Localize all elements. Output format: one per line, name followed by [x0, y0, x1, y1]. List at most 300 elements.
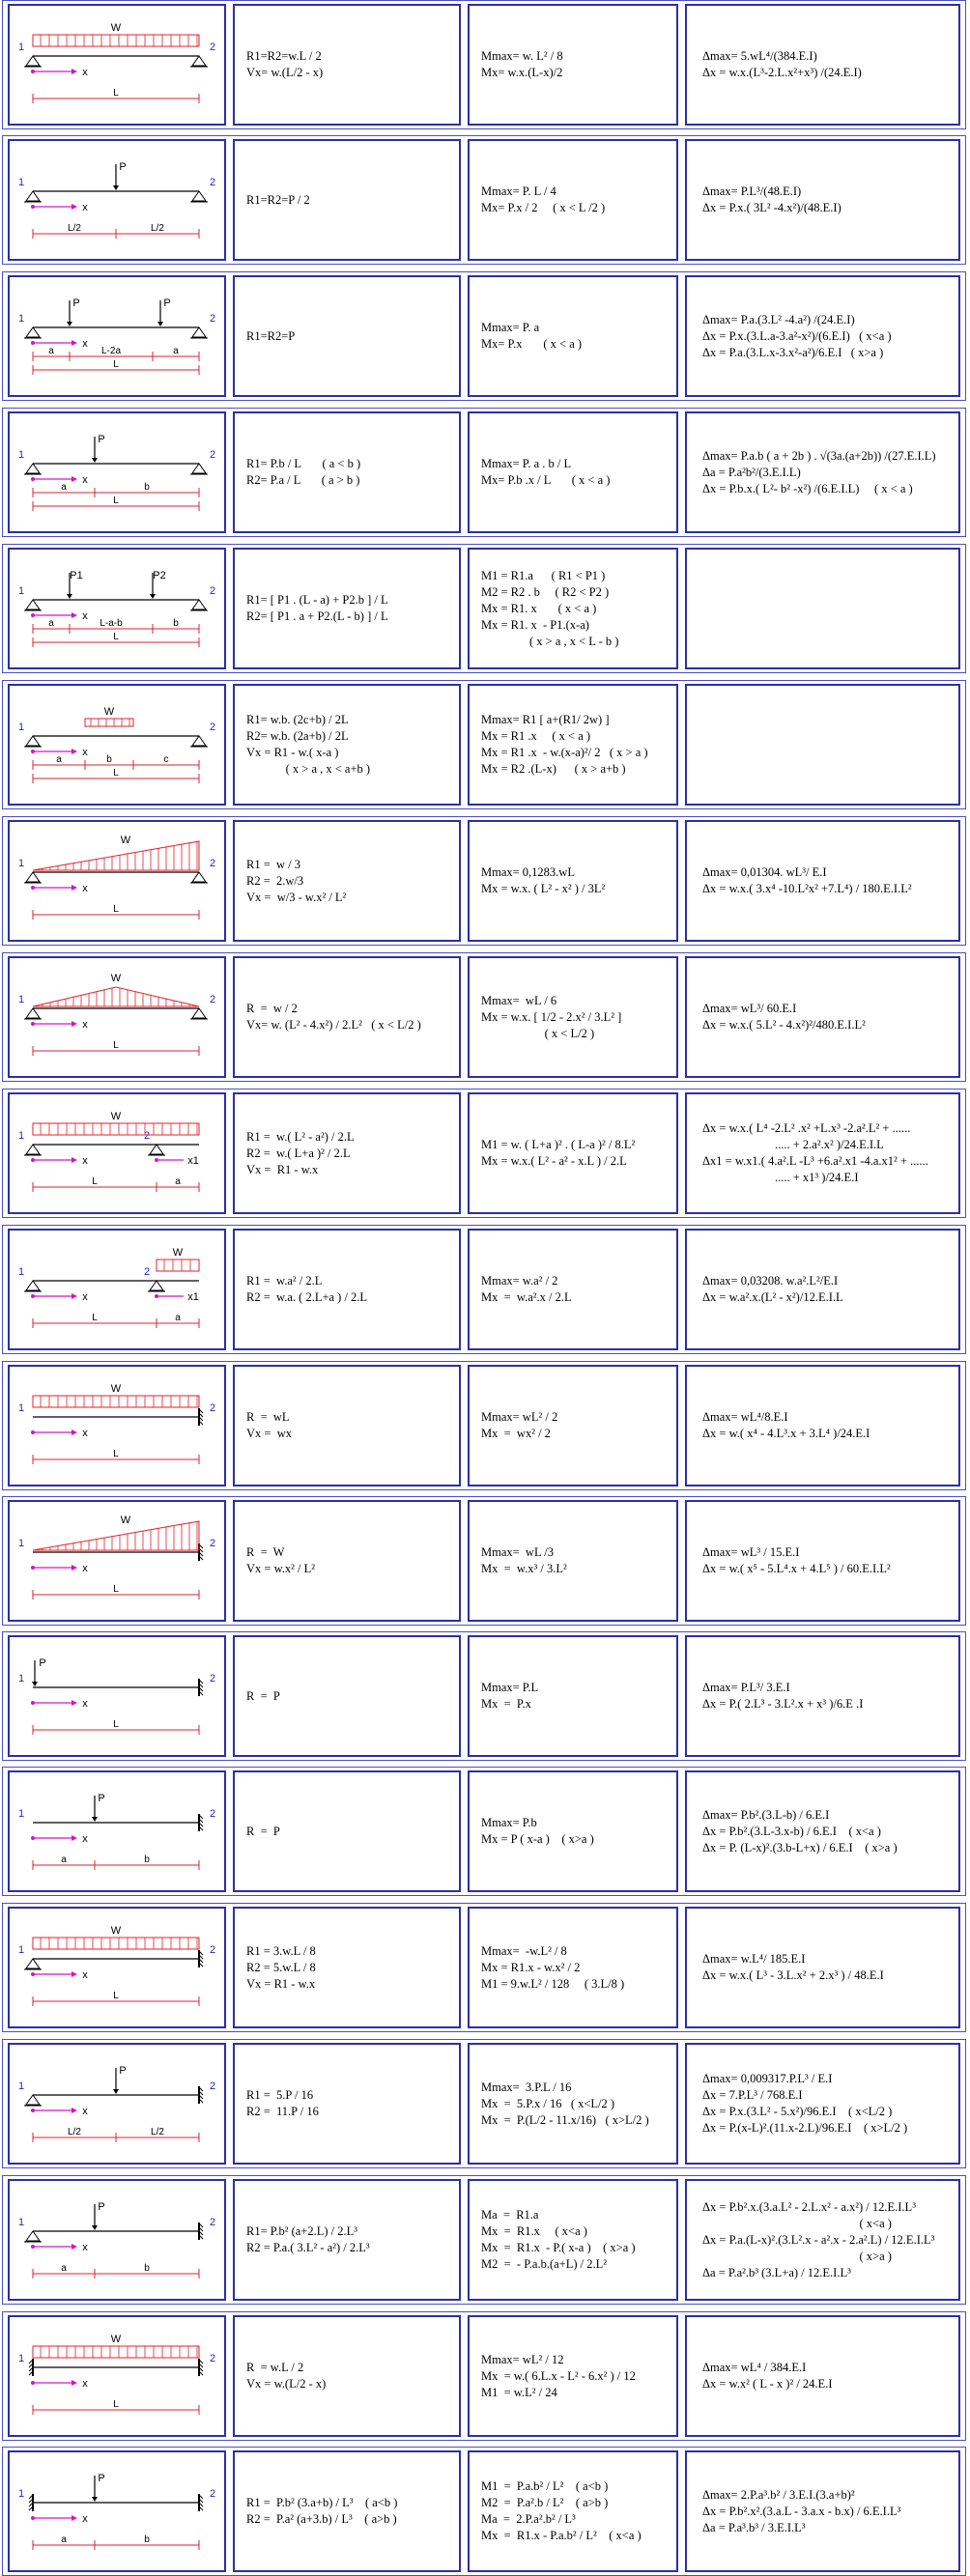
dimension-label: c: [163, 754, 169, 765]
reactions-cell: [233, 1365, 461, 1486]
dimension-label: a: [175, 1313, 181, 1323]
table-row: [2, 2175, 966, 2305]
reactions-cell: [233, 956, 461, 1078]
load-label: W: [110, 1111, 122, 1122]
deflection-formula: Δx = P. (L-x)².(3.b-L+x) / 6.E.I ( x>a ): [702, 1840, 898, 1854]
node-2-label: 2: [209, 313, 216, 325]
deflections-cell-lines: [702, 1094, 955, 1212]
reaction-formula: R = P: [246, 1824, 280, 1838]
moment-formula: Mmax= wL² / 12: [481, 2352, 564, 2366]
reaction-formula: R1 = 5.P / 16: [246, 2088, 314, 2102]
node-2-label: 2: [209, 42, 216, 53]
reaction-formula: ( x > a , x < a+b ): [246, 762, 371, 776]
moment-formula: Mmax= P.b: [481, 1816, 537, 1829]
reactions-cell-lines: [246, 2317, 455, 2435]
reactions-cell: [233, 2179, 461, 2301]
deflection-formula: Δx = 7.P.L³ / 768.E.I: [702, 2088, 803, 2102]
deflections-cell: [685, 1229, 960, 1350]
node-1-label: 1: [17, 1266, 25, 1278]
deflections-cell-lines: [702, 1367, 955, 1485]
dimension-label: L: [113, 1719, 119, 1730]
moment-formula: M2 = - P.a.b.(a+L) / 2.L²: [481, 2257, 607, 2271]
reaction-formula: R1=R2=P: [246, 328, 296, 343]
reactions-cell-lines: [246, 1909, 455, 2026]
deflection-formula: Δx = w.x² ( L - x )² / 24.E.I: [702, 2377, 833, 2391]
node-1-label: 1: [17, 449, 25, 461]
reactions-cell: [233, 139, 461, 261]
reactions-cell: [233, 2450, 461, 2572]
dimension-label: L: [113, 88, 119, 99]
moment-formula: Ma = R1.a: [481, 2208, 539, 2222]
node-2-label: 2: [143, 1130, 151, 1142]
dimension-label: a: [48, 618, 54, 629]
x-label: x: [82, 1969, 88, 1981]
table-row: [2, 1767, 966, 1896]
reactions-cell: [233, 1092, 461, 1214]
node-2-label: 2: [209, 585, 216, 597]
point-load-head: [157, 322, 163, 326]
point-load-head: [67, 322, 72, 326]
node-1-label: 1: [17, 2217, 25, 2228]
beam-diagram-cell: [8, 1365, 226, 1486]
deflections-cell-lines: [702, 2317, 955, 2435]
moment-formula: Mx = R1 .x ( x < a ): [481, 729, 591, 743]
x-label: x: [82, 610, 88, 622]
point-load-head: [92, 458, 98, 463]
beam-diagram: [10, 2045, 224, 2163]
moments-cell: [468, 820, 678, 942]
reactions-cell-lines: [246, 277, 455, 395]
moment-formula: Mx = 5.P.x / 16 ( x<L/2 ): [481, 2096, 615, 2110]
deflection-formula: Δmax= wL⁴ / 384.E.I: [702, 2361, 807, 2374]
moments-cell: [468, 1092, 678, 1214]
dimension-label: a: [61, 1854, 67, 1865]
deflections-cell-lines: [702, 1231, 955, 1348]
dimension-total-label: L: [113, 632, 119, 642]
node-1-label: 1: [17, 1808, 25, 1820]
reaction-formula: R2= P.a / L ( a > b ): [246, 473, 360, 487]
reactions-cell: [233, 684, 461, 806]
pin-support: [26, 2231, 40, 2241]
dimension-label: L: [113, 2399, 119, 2410]
load-label: W: [110, 2334, 122, 2345]
reactions-cell-lines: [246, 958, 455, 1076]
beam-diagram-cell: [8, 2315, 226, 2437]
load-label: P: [98, 434, 105, 445]
point-load-head: [92, 2497, 98, 2502]
moment-formula: Mmax= R1 [ a+(R1/ 2w) ]: [481, 713, 610, 726]
moments-cell-lines: [481, 1909, 672, 2026]
deflections-cell: [685, 411, 960, 533]
pin-support: [26, 56, 40, 66]
node-1-label: 1: [17, 1538, 25, 1549]
moments-cell: [468, 1770, 678, 1892]
deflections-cell-lines: [702, 2452, 955, 2570]
moments-cell-lines: [481, 550, 672, 667]
node-2-label: 2: [209, 858, 216, 869]
table-row: [2, 1903, 966, 2032]
moment-formula: Mx = R2 .(L-x) ( x > a+b ): [481, 762, 626, 776]
reactions-cell: [233, 1229, 461, 1350]
dimension-label: b: [106, 754, 112, 765]
deflection-formula: Δa = P.a³.b³ / 3.E.I.L³: [702, 2520, 806, 2534]
moment-formula: Mx = R1.x - P.a.b² / L² ( x<a ): [481, 2529, 642, 2542]
reaction-formula: Vx = R1 - w.x: [246, 1976, 316, 1991]
x-label: x: [82, 1291, 88, 1303]
reaction-formula: R1= P.b / L ( a < b ): [246, 457, 361, 470]
deflection-formula: Δx = P.a.(L-x)².(3.L².x - a².x - 2.a².L) / 12.E.I.L³: [702, 2232, 935, 2247]
reactions-cell-lines: [246, 413, 455, 531]
deflection-formula: Δx = w.x.( 5.L² - 4.x²)²/480.E.I.L²: [702, 1018, 866, 1032]
distributed-load: [85, 719, 133, 726]
beam-diagram: [10, 6, 224, 124]
x-arrow-head: [71, 1021, 77, 1027]
load-label: W: [110, 1925, 122, 1937]
moment-formula: Mx = R1.x - P.( x-a ) ( x>a ): [481, 2241, 636, 2254]
deflections-cell-lines: [702, 1637, 955, 1755]
beam-diagram: [10, 550, 224, 667]
node-2-label: 2: [209, 1673, 216, 1684]
moment-formula: Mmax= P. L / 4: [481, 184, 556, 198]
pin-support: [150, 1281, 163, 1290]
moment-formula: M2 = P.a².b / L² ( a>b ): [481, 2496, 609, 2509]
load-label-1: P1: [70, 570, 83, 581]
deflection-formula: Δx = P.a.(3.L.x-3.x²-a²)/6.E.I ( x>a ): [702, 345, 884, 359]
node-2-label: 2: [209, 1808, 216, 1820]
deflection-formula: ( x>a ): [702, 2249, 892, 2263]
reactions-cell-lines: [246, 822, 455, 940]
x-arrow-head: [71, 1835, 77, 1841]
dimension-label: L: [113, 1449, 119, 1459]
reaction-formula: R = w.L / 2: [246, 2361, 304, 2374]
beam-diagram: [10, 141, 224, 259]
reactions-cell-lines: [246, 1094, 455, 1212]
moment-formula: M1 = 9.w.L² / 128 ( 3.L/8 ): [481, 1976, 625, 1991]
reaction-formula: R2= [ P1 . a + P2.(L - b) ] / L: [246, 609, 388, 623]
moments-cell-lines: [481, 6, 672, 124]
reactions-cell-lines: [246, 6, 455, 124]
dimension-total-label: L: [113, 359, 119, 370]
reaction-formula: R1 = w.a² / 2.L: [246, 1274, 323, 1288]
x-arrow-head: [71, 204, 77, 210]
moments-cell: [468, 684, 678, 806]
table-row: [2, 816, 966, 946]
node-2-label: 2: [209, 2217, 216, 2228]
dimension-label: L-2a: [100, 346, 122, 356]
moment-formula: M1 = R1.a ( R1 < P1 ): [481, 568, 606, 582]
deflection-formula: Δx1 = w.x1.( 4.a².L -L³ +6.a².x1 -4.a.x1² + ......: [702, 1154, 928, 1168]
beam-diagram-cell: [8, 1907, 226, 2028]
reaction-formula: R1=R2=w.L / 2: [246, 49, 322, 63]
node-1-label: 1: [17, 2488, 25, 2500]
reaction-formula: R2 = P.a.( 3.L² - a²) / 2.L³: [246, 2241, 370, 2254]
load-label: P: [98, 2473, 105, 2484]
table-row: [2, 1496, 966, 1626]
pin-support: [192, 327, 206, 337]
x-label: x: [82, 2242, 88, 2253]
load-label: W: [110, 973, 122, 984]
deflections-cell-lines: [702, 686, 955, 804]
beam-diagram-cell: [8, 139, 226, 261]
table-row: [2, 1361, 966, 1490]
reaction-formula: R2 = P.a² (a+3.b) / L³ ( a>b ): [246, 2512, 397, 2526]
moment-formula: Mx = R1.x ( x<a ): [481, 2224, 587, 2238]
moment-formula: Mx = w.a².x / 2.L: [481, 1290, 572, 1304]
pin-support: [192, 736, 206, 746]
dimension-label: a: [61, 2263, 67, 2274]
deflections-cell: [685, 548, 960, 669]
moments-cell: [468, 2315, 678, 2437]
deflection-formula: Δx = P.b².x.(3.a.L² - 2.L.x² - a.x²) / 12.E.I.L³: [702, 2199, 916, 2214]
node-2-label: 2: [209, 1944, 216, 1956]
moments-cell: [468, 1635, 678, 1757]
deflections-cell-lines: [702, 1909, 955, 2026]
deflections-cell-lines: [702, 550, 955, 667]
dimension-label: a: [175, 1176, 181, 1187]
deflections-cell-lines: [702, 141, 955, 259]
pin-support: [26, 1008, 40, 1018]
x-label: x: [82, 747, 88, 758]
deflections-cell: [685, 1770, 960, 1892]
deflection-formula: Δx = w.( x⁴ - 4.L³.x + 3.L⁴ )/24.E.I: [702, 1427, 870, 1440]
deflection-formula: ( x<a ): [702, 2216, 892, 2230]
deflection-formula: Δmax= P.a.(3.L² -4.a²) /(24.E.I): [702, 312, 855, 326]
moment-formula: M1 = w.L² / 24: [481, 2385, 557, 2399]
load-label: P: [72, 297, 80, 309]
x-label: x: [82, 1155, 88, 1167]
moments-cell-lines: [481, 413, 672, 531]
moments-cell-lines: [481, 141, 672, 259]
point-load-head: [113, 2089, 119, 2094]
x-arrow-head: [71, 612, 77, 618]
moments-cell-lines: [481, 822, 672, 940]
moments-cell-lines: [481, 1772, 672, 1890]
moments-cell-lines: [481, 277, 672, 395]
beam-diagram: [10, 1367, 224, 1485]
deflection-formula: Δx = w.x.( L³ - 3.L.x² + 2.x³ ) / 48.E.I: [702, 1968, 884, 1982]
pin-support: [192, 191, 206, 201]
deflections-cell: [685, 2315, 960, 2437]
table-row: [2, 1225, 966, 1354]
point-load-2-head: [150, 594, 156, 599]
node-1-label: 1: [17, 1402, 25, 1414]
pin-support: [26, 1959, 40, 1968]
node-2-label: 2: [209, 1538, 216, 1549]
moment-formula: Mx = R1. x - P1.(x-a): [481, 617, 589, 632]
reactions-cell-lines: [246, 2045, 455, 2163]
beam-diagram-cell: [8, 1500, 226, 1622]
moments-cell: [468, 2450, 678, 2572]
moments-cell-lines: [481, 1502, 672, 1620]
x-label: x: [82, 1698, 88, 1710]
moments-cell: [468, 548, 678, 669]
table-row: [2, 408, 966, 537]
x-arrow-head: [71, 476, 77, 482]
deflection-formula: Δx = P.x.(3.L.a-3.a²-x²)/(6.E.I) ( x<a ): [702, 328, 892, 343]
dimension-label: b: [173, 618, 179, 629]
deflection-formula: Δmax= 0,01304. wL³/ E.I: [702, 865, 827, 879]
moment-formula: Mx= P.x / 2 ( x < L /2 ): [481, 201, 606, 214]
deflections-cell-lines: [702, 1502, 955, 1620]
deflection-formula: Δx = P.(x-L)².(11.x-2.L)/96.E.I ( x>L/2 ): [702, 2121, 908, 2135]
table-row: [2, 135, 966, 265]
reaction-formula: R1 = P.b² (3.a+b) / L³ ( a<b ): [246, 2496, 398, 2509]
x-label: x: [82, 1019, 88, 1031]
reaction-formula: Vx= w. (L² - 4.x²) / 2.L² ( x < L/2 ): [246, 1018, 421, 1032]
distributed-load: [157, 1260, 199, 1271]
deflection-formula: Δx = P.b.x.( L²- b² -x²) /(6.E.I.L) ( x < a ): [702, 481, 913, 495]
table-row: [2, 1631, 966, 1761]
dimension-label: L: [113, 1991, 119, 2001]
deflections-cell-lines: [702, 958, 955, 1076]
deflection-formula: Δx = w.x.(L³-2.L.x²+x³) /(24.E.I): [702, 66, 862, 79]
deflection-formula: Δmax= 0,03208. w.a².L²/E.I: [702, 1274, 839, 1288]
moments-cell-lines: [481, 1637, 672, 1755]
x-arrow-head: [71, 2515, 77, 2521]
beam-diagram-cell: [8, 548, 226, 669]
moments-cell-lines: [481, 958, 672, 1076]
deflections-cell-lines: [702, 822, 955, 940]
deflections-cell: [685, 1635, 960, 1757]
pin-support: [26, 736, 40, 746]
load-label: P: [163, 297, 171, 309]
deflection-formula: Δmax= P.b².(3.L-b) / 6.E.I: [702, 1807, 830, 1822]
reaction-formula: R2 = 2.w/3: [246, 873, 304, 888]
point-load-head: [92, 2225, 98, 2230]
dimension-label: L: [113, 1040, 119, 1051]
moment-formula: M1 = w. ( L+a )² . ( L-a )² / 8.L²: [481, 1138, 636, 1151]
load-label: P: [39, 1657, 46, 1669]
moment-formula: Mx = w.x³ / 3.L²: [481, 1562, 567, 1575]
reactions-cell: [233, 820, 461, 942]
deflection-formula: Δx = P.x.(3.L² - 5.x²)/96.E.I ( x<L/2 ): [702, 2105, 893, 2118]
dimension-label: a: [61, 2534, 67, 2545]
load-label: W: [120, 1514, 131, 1526]
beam-diagram: [10, 413, 224, 531]
dimension-label: L: [92, 1313, 98, 1323]
moments-cell-lines: [481, 2317, 672, 2435]
moment-formula: Mx = w.x. ( L² - x² ) / 3L²: [481, 882, 606, 895]
node-1-label: 1: [17, 1944, 25, 1956]
beam-diagram: [10, 686, 224, 804]
dimension-label: L-a-b: [100, 618, 123, 629]
reaction-formula: R1= P.b² (a+2.L) / 2.L³: [246, 2224, 357, 2238]
node-2-label: 2: [209, 177, 216, 188]
x1-label: x1: [187, 1291, 199, 1303]
reaction-formula: R2= w.b. (2a+b) / 2L: [246, 729, 349, 743]
reaction-formula: Vx= w.(L/2 - x): [246, 66, 324, 79]
deflection-formula: Δmax= wL⁴/8.E.I: [702, 1410, 788, 1424]
deflections-cell: [685, 1500, 960, 1622]
moments-cell-lines: [481, 2181, 672, 2299]
pin-support: [26, 1145, 40, 1154]
deflections-cell: [685, 2450, 960, 2572]
load-label: W: [103, 706, 115, 718]
reactions-cell-lines: [246, 1772, 455, 1890]
beam-diagram: [10, 1772, 224, 1890]
deflection-formula: Δmax= 0,009317.P.L³ / E.I: [702, 2072, 833, 2085]
reaction-formula: R1=R2=P / 2: [246, 192, 310, 207]
x-arrow-head: [71, 1700, 77, 1706]
beam-diagram: [10, 822, 224, 940]
reactions-cell-lines: [246, 550, 455, 667]
deflection-formula: Δa = P.a².b³ (3.L+a) / 12.E.I.L³: [702, 2265, 851, 2279]
reaction-formula: R1 = w.( L² - a²) / 2.L: [246, 1129, 355, 1144]
deflections-cell: [685, 1092, 960, 1214]
moment-formula: Mx = w.( 6.L.x - L² - 6.x² ) / 12: [481, 2368, 636, 2383]
reactions-cell-lines: [246, 686, 455, 804]
node-1-label: 1: [17, 994, 25, 1005]
dimension-label: a: [173, 346, 179, 356]
x-arrow-head: [71, 2108, 77, 2113]
reaction-formula: R = w / 2: [246, 1002, 298, 1015]
deflection-formula: Δmax= 2.P.a³.b² / 3.E.I.(3.a+b)²: [702, 2487, 855, 2502]
load-label: W: [172, 1247, 184, 1259]
pin-support: [192, 600, 206, 609]
table-row: [2, 2039, 966, 2168]
reaction-formula: R1= [ P1 . (L - a) + P2.b ] / L: [246, 593, 388, 607]
reaction-formula: R = wL: [246, 1410, 290, 1424]
deflections-cell: [685, 956, 960, 1078]
node-1-label: 1: [17, 722, 25, 733]
node-2-label: 2: [209, 994, 216, 1005]
reaction-formula: Vx = w.x² / L²: [246, 1562, 316, 1575]
pin-support: [192, 464, 206, 473]
moments-cell: [468, 1907, 678, 2028]
moments-cell-lines: [481, 1231, 672, 1348]
dimension-label: L/2: [151, 2127, 164, 2137]
node-2-label: 2: [209, 2488, 216, 2500]
moment-formula: Mmax= w.a² / 2: [481, 1274, 558, 1288]
reactions-cell: [233, 1635, 461, 1757]
moments-cell: [468, 4, 678, 126]
dimension-label: b: [144, 2534, 150, 2545]
x-label: x: [82, 474, 88, 486]
beam-diagram-cell: [8, 275, 226, 397]
beam-diagram-cell: [8, 411, 226, 533]
reaction-formula: R2 = w.a. ( 2.L+a ) / 2.L: [246, 1290, 368, 1304]
reaction-formula: R = P: [246, 1688, 280, 1703]
reaction-formula: Vx = w.(L/2 - x): [246, 2377, 327, 2391]
node-2-label: 2: [209, 1402, 216, 1414]
load-label: W: [120, 835, 131, 846]
pin-support: [192, 56, 206, 66]
moments-cell: [468, 956, 678, 1078]
load-label-2: P2: [153, 570, 166, 581]
deflection-formula: Δx = w.x.( L⁴ -2.L² .x² +L.x³ -2.a².L² + ......: [702, 1121, 911, 1135]
deflection-formula: Δmax= P.L³/ 3.E.I: [702, 1681, 790, 1694]
node-1-label: 1: [17, 313, 25, 325]
moment-formula: Mx = P.(L/2 - 11.x/16) ( x>L/2 ): [481, 2112, 649, 2127]
reaction-formula: R2 = w.( L+a )² / 2.L: [246, 1146, 351, 1160]
deflections-cell-lines: [702, 6, 955, 124]
beam-diagram-cell: [8, 4, 226, 126]
x-arrow-head: [71, 749, 77, 754]
moment-formula: Mmax= 0,1283.wL: [481, 865, 575, 879]
reactions-cell: [233, 1907, 461, 2028]
x1-label: x1: [187, 1155, 199, 1167]
moments-cell: [468, 275, 678, 397]
x-label: x: [82, 2106, 88, 2117]
pin-support: [150, 1145, 163, 1154]
moment-formula: Ma = 2.P.a².b² / L³: [481, 2512, 576, 2526]
moment-formula: Mx = w.x.( L² - a² - x.L ) / 2.L: [481, 1154, 627, 1168]
deflection-formula: Δa = P.a²b²/(3.E.I.L): [702, 465, 801, 479]
reactions-cell: [233, 548, 461, 669]
deflections-cell: [685, 275, 960, 397]
deflection-formula: Δx = P.b².x².(3.a.L - 3.a.x - b.x) / 6.E.I.L³: [702, 2504, 901, 2518]
moments-cell: [468, 2179, 678, 2301]
